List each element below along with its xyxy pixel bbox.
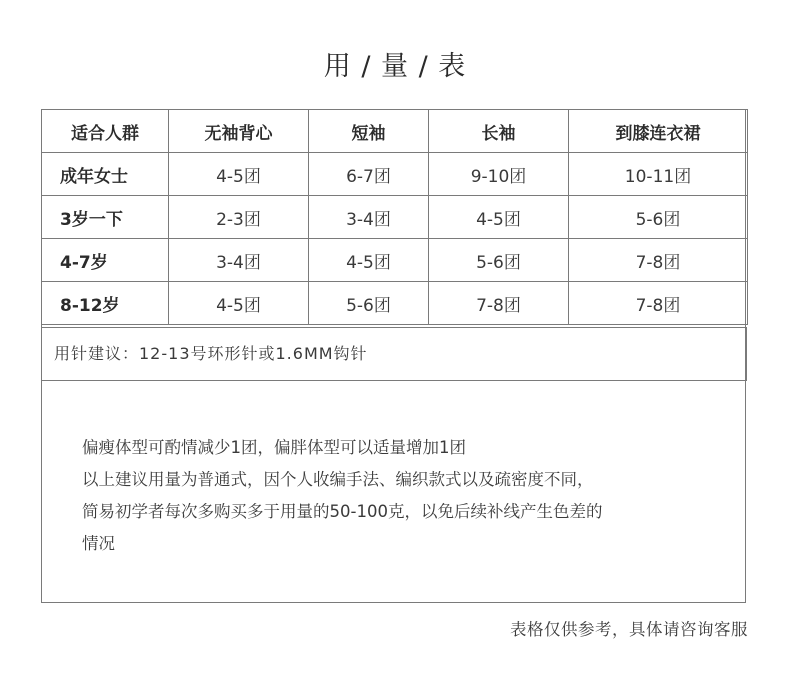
- table-cell: 7-8团: [429, 282, 569, 325]
- table-cell: 5-6团: [309, 282, 429, 325]
- table-cell: 7-8团: [569, 282, 748, 325]
- table-cell: 4-5团: [429, 196, 569, 239]
- note-line: 以上建议用量为普通式，因个人收编手法、编织款式以及疏密度不同，: [82, 470, 594, 489]
- header-cell-group: 适合人群: [42, 110, 169, 153]
- note-line: 简易初学者每次多购买多于用量的50-100克，以免后续补线产生色差的: [82, 502, 603, 521]
- row-group-label: 3岁一下: [42, 196, 169, 239]
- header-cell-knee-dress: 到膝连衣裙: [569, 110, 748, 153]
- table-row: [42, 239, 748, 282]
- table-header-row: [42, 110, 748, 153]
- table-cell: 4-5团: [309, 239, 429, 282]
- note-line: 偏瘦体型可酌情减少1团，偏胖体型可以适量增加1团: [82, 438, 466, 457]
- needle-recommendation: 用针建议：12-13号环形针或1.6MM钩针: [41, 327, 747, 381]
- table-cell: 3-4团: [309, 196, 429, 239]
- footer-note: 表格仅供参考，具体请咨询客服: [510, 620, 748, 639]
- table-cell: 7-8团: [569, 239, 748, 282]
- row-group-label: 4-7岁: [42, 239, 169, 282]
- header-cell-sleeveless: 无袖背心: [169, 110, 309, 153]
- table-cell: 2-3团: [169, 196, 309, 239]
- table-cell: 9-10团: [429, 153, 569, 196]
- table-cell: 5-6团: [429, 239, 569, 282]
- table-cell: 6-7团: [309, 153, 429, 196]
- notes-block: [82, 432, 722, 560]
- table-cell: 10-11团: [569, 153, 748, 196]
- header-cell-long-sleeve: 长袖: [429, 110, 569, 153]
- table-cell: 4-5团: [169, 282, 309, 325]
- table-cell: 3-4团: [169, 239, 309, 282]
- table-cell: 4-5团: [169, 153, 309, 196]
- row-group-label: 成年女士: [42, 153, 169, 196]
- table-row: [42, 196, 748, 239]
- header-cell-short-sleeve: 短袖: [309, 110, 429, 153]
- row-group-label: 8-12岁: [42, 282, 169, 325]
- usage-table: [41, 109, 748, 325]
- table-row: [42, 282, 748, 325]
- page-title: 用 / 量 / 表: [323, 51, 467, 82]
- note-line: 情况: [82, 534, 115, 553]
- table-row: [42, 153, 748, 196]
- table-cell: 5-6团: [569, 196, 748, 239]
